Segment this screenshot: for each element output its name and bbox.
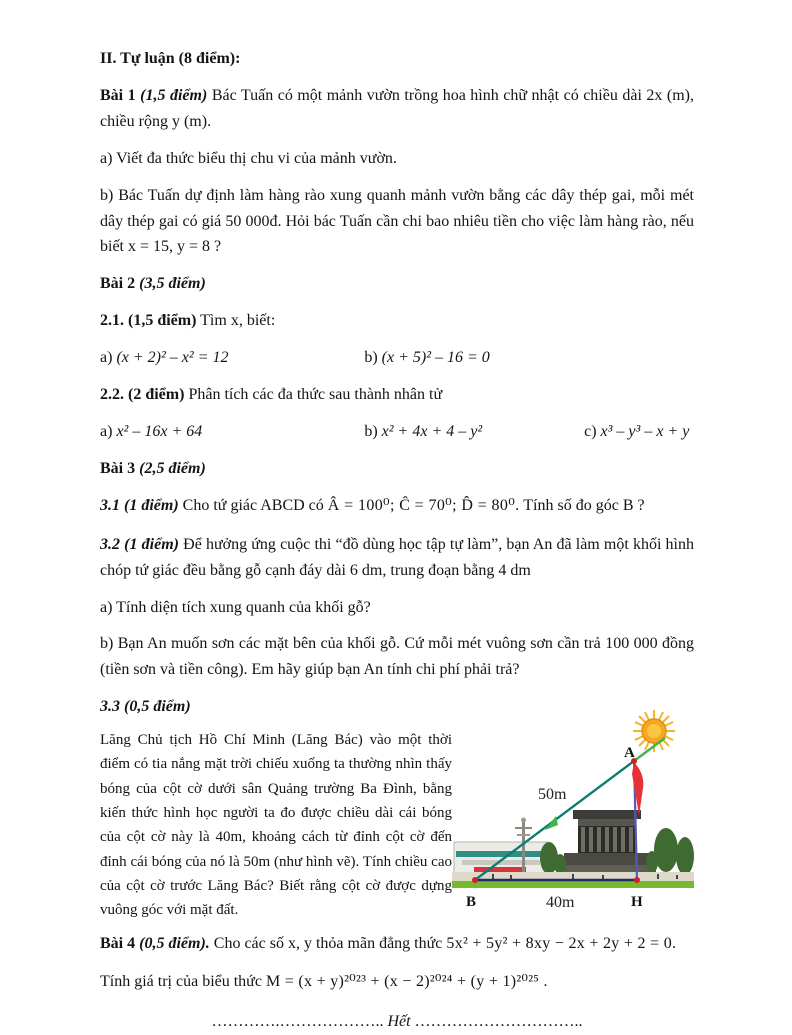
bai3-heading bbox=[100, 456, 694, 482]
bai1-points: (1,5 điểm) bbox=[140, 86, 208, 104]
bai3-s31-pre: Cho tứ giác ABCD có bbox=[182, 496, 328, 514]
flagpole-shadow-figure bbox=[452, 704, 694, 917]
label-A: A bbox=[624, 745, 635, 762]
bai3-s32-item-a: a) Tính diện tích xung quanh của khối gỗ? bbox=[100, 598, 371, 616]
equation-22a: a) x² – 16x + 64 bbox=[100, 422, 203, 440]
bai3-s31-label: 3.1 (1 điểm) bbox=[100, 496, 179, 514]
label-50m: 50m bbox=[538, 786, 567, 804]
bai4-line2-pre: Tính giá trị của biểu thức bbox=[100, 973, 266, 991]
bai3-s32-label: 3.2 (1 điểm) bbox=[100, 535, 179, 553]
bai2-s22-heading bbox=[100, 382, 694, 408]
bai2-s21-heading bbox=[100, 308, 694, 334]
bai2-s21-equations bbox=[100, 345, 694, 371]
section-title-text: II. Tự luận (8 điểm): bbox=[100, 50, 241, 67]
bai1-item-a: a) Viết đa thức biểu thị chu vi của mảnh vườn. bbox=[100, 149, 397, 167]
bai3-points: (2,5 điểm) bbox=[139, 459, 206, 477]
bai3-s33-block bbox=[100, 728, 694, 922]
label-40m: 40m bbox=[546, 894, 575, 912]
label-B: B bbox=[466, 894, 477, 911]
bai3-s31-angles: Â = 100⁰; Ĉ = 70⁰; D̂ = 80⁰. bbox=[327, 496, 520, 514]
end-of-exam-line bbox=[100, 1009, 694, 1035]
scene-background bbox=[452, 810, 694, 888]
figure-canvas bbox=[452, 704, 694, 912]
equation-22b: b) x² + 4x + 4 – y² bbox=[364, 422, 483, 440]
footer-het: Hết bbox=[387, 1013, 411, 1031]
bai3-s31 bbox=[100, 493, 694, 519]
bai3-s32-item-b: b) Bạn An muốn sơn các mặt bên của khối gỗ. Cứ mỗi mét vuông sơn cần trả 100 000 đồng (tiền sơn và tiền công). Em hãy giúp bạn An tính chi phí phải trả? bbox=[100, 635, 694, 679]
bai1-item-b: b) Bác Tuấn dự định làm hàng rào xung quanh mảnh vườn bằng các dây thép gai, mỗi mét dây thép gai có giá 50 000đ. Hỏi bác Tuấn cần chi bao nhiêu tiền cho việc làm hàng rào, nếu biết x = 15, y = 8 ? bbox=[100, 186, 694, 256]
bai2-points: (3,5 điểm) bbox=[139, 275, 206, 293]
bai4-line2 bbox=[100, 969, 694, 995]
equation-22c: c) x³ – y³ – x + y bbox=[584, 422, 690, 440]
label-H: H bbox=[631, 894, 643, 911]
equation-21a: a) (x + 2)² – x² = 12 bbox=[100, 349, 229, 367]
footer-dots-left: ………….……………….. bbox=[211, 1013, 388, 1031]
bai3-s32-text: Để hưởng ứng cuộc thi “đồ dùng học tập tự làm”, bạn An đã làm một khối hình chóp tứ giác đều bằng gỗ cạnh đáy dài 6 dm, trung đoạn bằng 4 dm bbox=[100, 535, 695, 579]
bai2-s22-label: 2.2. (2 điểm) bbox=[100, 386, 185, 404]
bai4-points: (0,5 điểm). bbox=[139, 934, 210, 952]
footer-dots-right: ………………………….. bbox=[410, 1013, 583, 1031]
bai4-label: Bài 4 bbox=[100, 934, 136, 952]
bai2-s22-text: Phân tích các đa thức sau thành nhân tử bbox=[188, 386, 443, 404]
bai1-paragraph bbox=[100, 83, 694, 135]
bai4-paragraph bbox=[100, 931, 694, 957]
bai3-s31-post: Tính số đo góc B ? bbox=[519, 496, 645, 514]
bai4-pre: Cho các số x, y thỏa mãn đẳng thức bbox=[213, 934, 447, 952]
bai2-label: Bài 2 bbox=[100, 275, 136, 293]
bai2-s21-label: 2.1. (1,5 điểm) bbox=[100, 312, 197, 330]
section-title bbox=[100, 46, 694, 72]
mausoleum-building bbox=[558, 810, 656, 872]
bai2-s21-text: Tìm x, biết: bbox=[200, 312, 276, 330]
ray-arrowhead bbox=[545, 816, 558, 830]
bai3-s32 bbox=[100, 532, 694, 584]
grass bbox=[452, 881, 694, 888]
bai3-s33-label: 3.3 (0,5 điểm) bbox=[100, 698, 191, 716]
equation-21b: b) (x + 5)² – 16 = 0 bbox=[364, 349, 490, 367]
bai2-s22-equations bbox=[100, 419, 694, 445]
bai1-intro: Bác Tuấn có một mảnh vườn trồng hoa hình chữ nhật có chiều dài 2x (m), chiều rộng y (m). bbox=[100, 86, 695, 130]
bai4-equation-2: M = (x + y)²⁰²³ + (x − 2)²⁰²⁴ + (y + 1)²⁰²⁵ . bbox=[265, 973, 548, 991]
bai3-label: Bài 3 bbox=[100, 459, 136, 477]
bai3-s33-text: Lăng Chủ tịch Hồ Chí Minh (Lăng Bác) vào một thời điểm có tia nắng mặt trời chiếu xuống ta thường nhìn thấy bóng của cột cờ dưới sân Quảng trường Ba Đình, bằng kiến thức hình học người ta đo được chiều dài cái bóng của cột cờ này là 40m, khoảng cách từ đỉnh cột cờ đến đỉnh cái bóng của nó là 50m (như hình vẽ). Tính chiều cao của cột cờ trước Lăng Bác? Biết rằng cột cờ được dựng vuông góc với mặt đất. bbox=[100, 732, 452, 919]
bai2-heading bbox=[100, 271, 694, 297]
bai4-equation-1: 5x² + 5y² + 8xy − 2x + 2y + 2 = 0. bbox=[446, 934, 677, 952]
bai1-label: Bài 1 bbox=[100, 86, 136, 104]
